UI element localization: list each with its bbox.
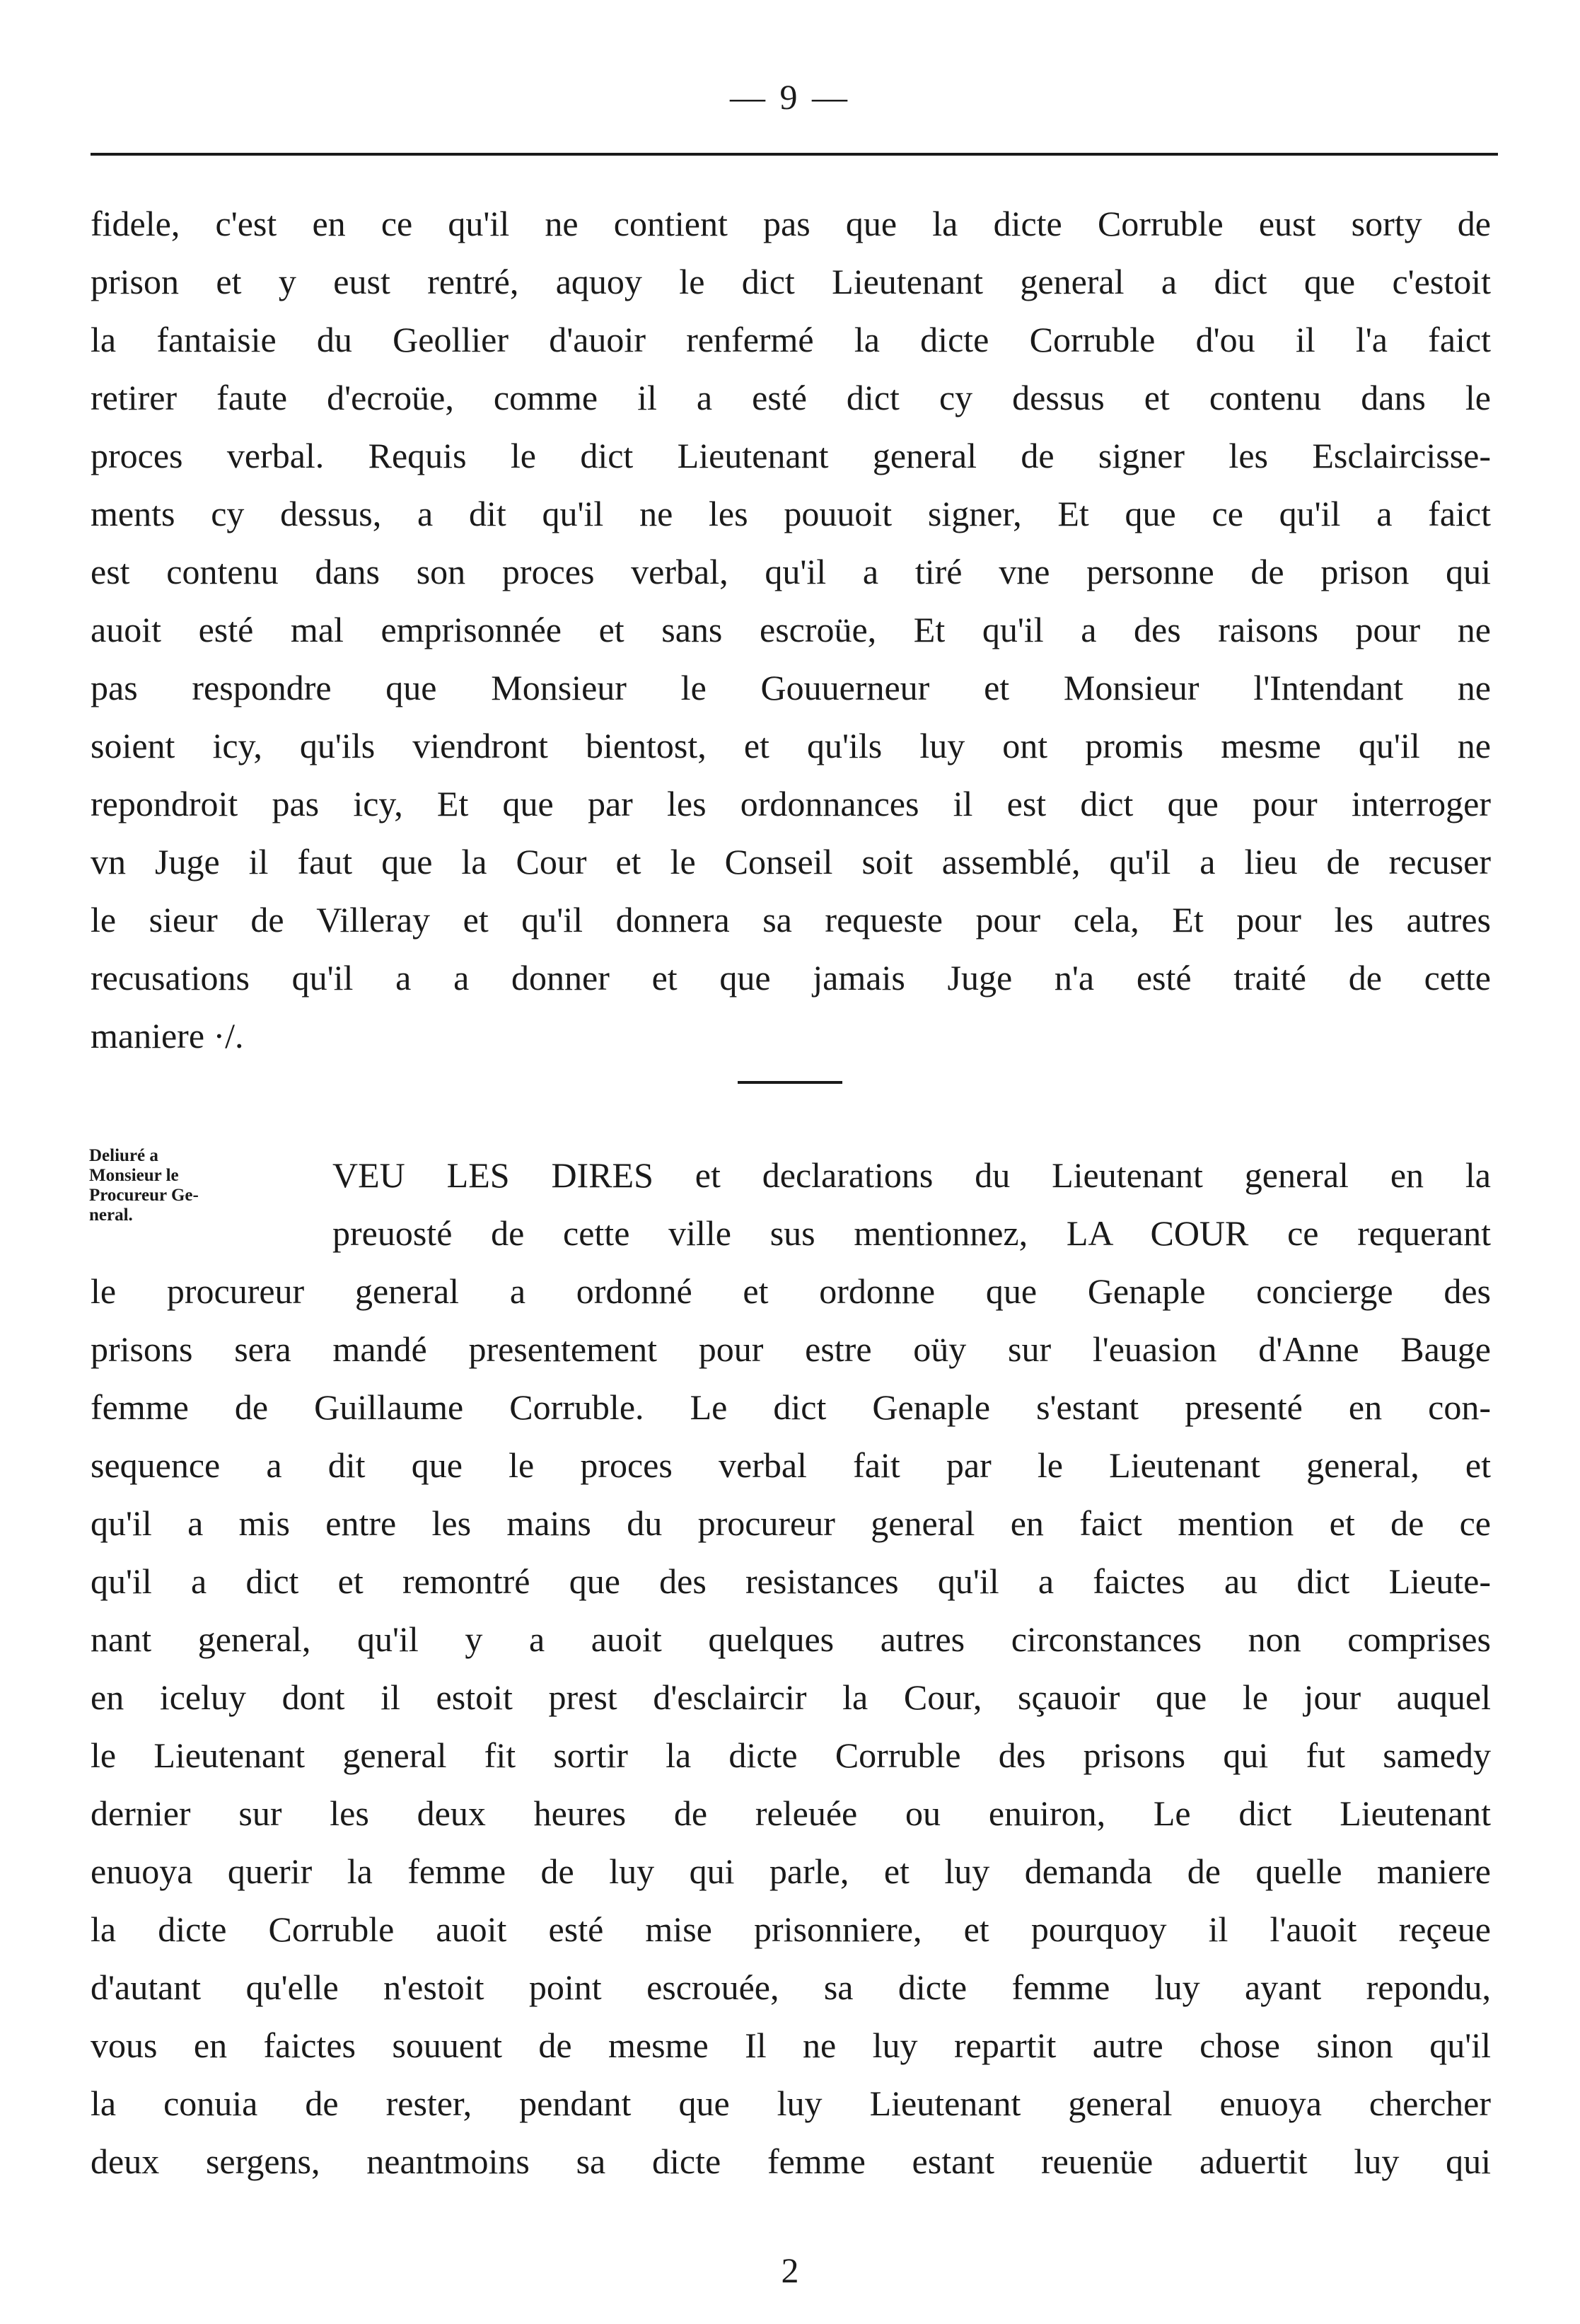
- text-line: vn Juge il faut que la Cour et le Conseil soit assemblé, qu'il a lieu de recuser: [91, 842, 1491, 881]
- text-line: recusations qu'il a a donner et que jamais Juge n'a esté traité de cette: [91, 958, 1491, 998]
- margin-note-line: Procureur Ge-: [89, 1186, 199, 1205]
- margin-note-line: Deliuré a: [89, 1146, 158, 1165]
- text-line: en iceluy dont il estoit prest d'esclaircir la Cour, sçauoir que le jour auquel: [91, 1677, 1491, 1717]
- margin-note-line: Monsieur le: [89, 1166, 179, 1185]
- margin-note: [89, 1146, 301, 1225]
- text-line: repondroit pas icy, Et que par les ordonnances il est dict que pour interroger: [91, 784, 1491, 823]
- text-line: le Lieutenant general fit sortir la dicte Corruble des prisons qui fut samedy: [91, 1735, 1491, 1775]
- text-line: prison et y eust rentré, aquoy le dict Lieutenant general a dict que c'estoit: [91, 262, 1491, 301]
- text-line: ments cy dessus, a dit qu'il ne les pouuoit signer, Et que ce qu'il a faict: [91, 494, 1491, 533]
- text-line: la conuia de rester, pendant que luy Lieutenant general enuoya chercher: [91, 2083, 1491, 2123]
- paragraph-2-opening: [332, 1146, 1491, 1262]
- text-line: est contenu dans son proces verbal, qu'il a tiré vne personne de prison qui: [91, 552, 1491, 591]
- text-line: retirer faute d'ecroüe, comme il a esté dict cy dessus et contenu dans le: [91, 378, 1491, 417]
- text-line: proces verbal. Requis le dict Lieutenant general de signer les Esclaircisse-: [91, 436, 1491, 475]
- text-line: le procureur general a ordonné et ordonne que Genaple concierge des: [91, 1271, 1491, 1311]
- text-line: auoit esté mal emprisonnée et sans escroüe, Et qu'il a des raisons pour ne: [91, 610, 1491, 649]
- text-line: la fantaisie du Geollier d'auoir renfermé la dicte Corruble d'ou il l'a faict: [91, 320, 1491, 359]
- signature-mark: 2: [781, 2250, 799, 2290]
- section-divider: [738, 1081, 842, 1084]
- text-line: enuoya querir la femme de luy qui parle, et luy demanda de quelle maniere: [91, 1851, 1491, 1891]
- text-line: d'autant qu'elle n'estoit point escrouée, sa dicte femme luy ayant repondu,: [91, 1967, 1491, 2007]
- page-number: — 9 —: [730, 77, 850, 117]
- text-line: qu'il a mis entre les mains du procureur general en faict mention et de ce: [91, 1503, 1491, 1543]
- text-line: VEU LES DIRES et declarations du Lieutenant general en la: [332, 1155, 1491, 1195]
- paragraph-1: [91, 195, 1491, 1065]
- text-line: nant general, qu'il y a auoit quelques autres circonstances non comprises: [91, 1619, 1491, 1659]
- paragraph-2: [91, 1262, 1491, 2190]
- text-line: vous en faictes souuent de mesme Il ne luy repartit autre chose sinon qu'il: [91, 2025, 1491, 2065]
- text-line: la dicte Corruble auoit esté mise prisonniere, et pourquoy il l'auoit reçeue: [91, 1909, 1491, 1949]
- text-line: dernier sur les deux heures de releuée ou enuiron, Le dict Lieutenant: [91, 1793, 1491, 1833]
- text-line: femme de Guillaume Corruble. Le dict Genaple s'estant presenté en con-: [91, 1387, 1491, 1427]
- text-line: qu'il a dict et remontré que des resistances qu'il a faictes au dict Lieute-: [91, 1561, 1491, 1601]
- margin-note-line: neral.: [89, 1206, 133, 1225]
- text-line: fidele, c'est en ce qu'il ne contient pas que la dicte Corruble eust sorty de: [91, 204, 1491, 243]
- text-line: prisons sera mandé presentement pour estre oüy sur l'euasion d'Anne Bauge: [91, 1329, 1491, 1369]
- text-line: soient icy, qu'ils viendront bientost, et qu'ils luy ont promis mesme qu'il ne: [91, 726, 1491, 765]
- text-line: pas respondre que Monsieur le Gouuerneur et Monsieur l'Intendant ne: [91, 668, 1491, 707]
- text-line: preuosté de cette ville sus mentionnez, LA COUR ce requerant: [332, 1213, 1491, 1253]
- text-line: le sieur de Villeray et qu'il donnera sa requeste pour cela, Et pour les autres: [91, 900, 1491, 940]
- text-line: sequence a dit que le proces verbal fait par le Lieutenant general, et: [91, 1445, 1491, 1485]
- header-rule: [91, 153, 1498, 156]
- text-line: deux sergens, neantmoins sa dicte femme estant reuenüe aduertit luy qui: [91, 2141, 1491, 2181]
- text-line: maniere ·/.: [91, 1016, 244, 1056]
